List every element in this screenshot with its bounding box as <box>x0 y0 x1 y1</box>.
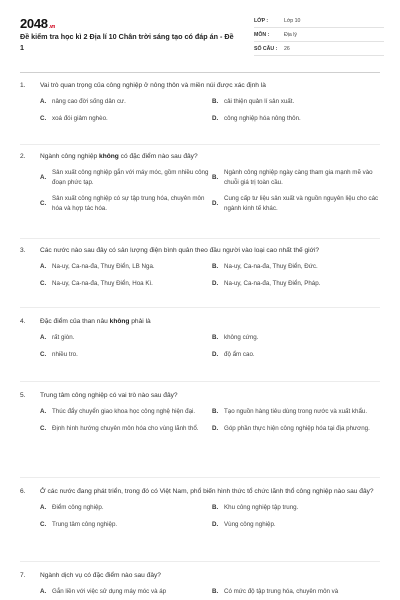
option-text: Gắn liền với việc sử dụng máy móc và áp <box>52 588 167 595</box>
option-c[interactable] <box>40 279 212 289</box>
option-text: Tạo nguồn hàng tiêu dùng trong nước và xuất khẩu. <box>224 408 368 415</box>
question-text-part: Đặc điểm của than nâu <box>40 318 110 325</box>
question-6 <box>20 486 382 529</box>
option-letter: A. <box>40 98 47 105</box>
question-number: 5. <box>20 392 26 399</box>
option-text: Trung tâm công nghiệp. <box>52 520 118 528</box>
options <box>20 97 382 123</box>
option-text: Khu công nghiệp tập trung. <box>224 504 299 511</box>
option-text: rất giòn. <box>52 334 75 341</box>
question-1 <box>20 80 382 123</box>
question-divider <box>20 238 380 239</box>
option-c[interactable] <box>40 350 212 360</box>
question-4 <box>20 316 382 359</box>
question-text-part: Vai trò quan trọng của công nghiệp ở nông thôn và miền núi được xác định là <box>40 82 266 89</box>
question-text <box>20 570 382 581</box>
meta-row-subject <box>254 28 384 42</box>
question-3 <box>20 245 382 288</box>
option-text: Ngành công nghiệp ngày càng tham gia mạnh mẽ vào chuỗi giá trị toàn cầu. <box>224 169 373 186</box>
option-letter: B. <box>212 98 219 105</box>
option-c[interactable] <box>40 520 212 530</box>
option-letter: B. <box>212 334 219 341</box>
question-text-part: Trung tâm công nghiệp có vai trò nào sau đây? <box>40 392 178 399</box>
option-text: Cung cấp tư liệu sản xuất và nguồn nguyên liệu cho các ngành kinh tế khác. <box>224 195 379 212</box>
option-a[interactable] <box>40 168 212 187</box>
option-letter: C. <box>40 279 47 287</box>
option-letter: A. <box>40 334 47 341</box>
question-body <box>40 80 266 91</box>
meta-value: Địa lý <box>284 31 297 38</box>
option-letter: B. <box>212 504 219 511</box>
question-divider <box>20 477 380 478</box>
option-letter: B. <box>212 588 219 595</box>
question-text <box>20 151 382 162</box>
option-letter: C. <box>40 199 47 207</box>
meta-row-count <box>254 42 384 56</box>
option-text: Vùng công nghiệp. <box>224 520 276 528</box>
option-b[interactable] <box>212 168 384 187</box>
question-number: 6. <box>20 488 26 495</box>
option-d[interactable] <box>212 520 384 530</box>
option-text: Sản xuất công nghiệp có sự tập trung hóa, chuyên môn hóa và hợp tác hóa. <box>52 195 205 212</box>
option-a[interactable] <box>40 503 212 513</box>
meta-label: LỚP : <box>254 17 269 24</box>
option-letter: A. <box>40 173 47 181</box>
question-text-emphasis: không <box>99 153 119 160</box>
question-text-part: Ngành công nghiệp <box>40 153 100 160</box>
option-letter: D. <box>212 424 219 432</box>
option-letter: C. <box>40 424 47 432</box>
question-divider <box>20 381 380 382</box>
question-body <box>40 486 374 497</box>
question-divider <box>20 561 380 562</box>
option-letter: D. <box>212 114 219 122</box>
question-text <box>20 486 382 497</box>
question-body <box>40 316 151 327</box>
option-c[interactable] <box>40 114 212 124</box>
question-number: 3. <box>20 247 26 254</box>
option-letter: A. <box>40 504 47 511</box>
question-body <box>40 245 319 256</box>
logo-main: 2048 <box>20 16 48 31</box>
option-letter: B. <box>212 408 219 415</box>
meta-label: SỐ CÂU : <box>254 45 278 52</box>
option-letter: D. <box>212 199 219 207</box>
option-text: công nghiệp hóa nông thôn. <box>224 114 301 122</box>
option-text: Na-uy, Ca-na-đa, Thuỵ Điển, Hoa Kì. <box>52 279 153 287</box>
meta-row-class <box>254 14 384 28</box>
option-letter: B. <box>212 263 219 270</box>
options <box>20 168 382 213</box>
option-b[interactable] <box>212 262 384 272</box>
meta-label: MÔN : <box>254 31 270 38</box>
option-b[interactable] <box>212 587 384 597</box>
option-text: Góp phần thực hiện công nghiệp hóa tại địa phương. <box>224 424 370 432</box>
option-text: Có mức độ tập trung hóa, chuyên môn và <box>224 588 339 595</box>
question-text-emphasis: không <box>109 318 130 325</box>
option-b[interactable] <box>212 333 384 343</box>
option-text: Định hình hướng chuyên môn hóa cho vùng lãnh thổ. <box>52 424 199 432</box>
question-number: 2. <box>20 153 26 160</box>
option-d[interactable] <box>212 424 384 434</box>
question-text-part: có đặc điểm nào sau đây? <box>118 153 198 160</box>
question-text <box>20 245 382 256</box>
options <box>20 587 382 597</box>
option-text: Sản xuất công nghiệp gắn với máy móc, gồm nhiều công đoạn phức tạp. <box>52 169 209 186</box>
option-letter: C. <box>40 114 47 122</box>
option-text: Na-uy, Ca-na-đa, Thuỵ Điển, Pháp. <box>224 279 321 287</box>
option-text: nâng cao đời sống dân cư. <box>52 98 126 105</box>
question-text-part: Ở các nước đang phát triển, trong đó có Việt Nam, phổ biến hình thức tổ chức lãnh thổ công nghiệp nào sau đây? <box>40 488 374 495</box>
question-body <box>40 390 178 401</box>
question-text-part: Các nước nào sau đây có sản lượng điện bình quân theo đầu người vào loại cao nhất thế giới? <box>40 247 320 254</box>
option-text: Điểm công nghiệp. <box>52 504 104 511</box>
option-b[interactable] <box>212 407 384 417</box>
question-divider <box>20 307 380 308</box>
question-text-part: Ngành dịch vụ có đặc điểm nào sau đây? <box>40 572 161 579</box>
option-text: nhiều tro. <box>52 350 78 358</box>
question-text <box>20 80 382 91</box>
option-letter: A. <box>40 263 47 270</box>
question-text-part: phải là <box>129 318 151 325</box>
option-a[interactable] <box>40 407 212 417</box>
meta-value: 26 <box>284 45 290 52</box>
question-number: 1. <box>20 82 26 89</box>
question-number: 4. <box>20 318 26 325</box>
question-7 <box>20 570 382 597</box>
options <box>20 407 382 433</box>
option-d[interactable] <box>212 194 384 213</box>
option-b[interactable] <box>212 503 384 513</box>
option-d[interactable] <box>212 114 384 124</box>
option-letter: D. <box>212 350 219 358</box>
question-number: 7. <box>20 572 26 579</box>
option-letter: D. <box>212 279 219 287</box>
options <box>20 333 382 359</box>
option-letter: B. <box>212 173 219 181</box>
option-letter: D. <box>212 520 219 528</box>
question-body <box>40 151 198 162</box>
option-letter: C. <box>40 350 47 358</box>
option-d[interactable] <box>212 350 384 360</box>
question-text <box>20 316 382 327</box>
option-a[interactable] <box>40 262 212 272</box>
page-header <box>0 0 400 62</box>
option-letter: A. <box>40 588 47 595</box>
option-text: không cứng. <box>224 334 259 341</box>
header-divider <box>20 72 380 73</box>
question-body <box>40 570 161 581</box>
logo-suffix: .vn <box>48 24 56 30</box>
meta-value: Lớp 10 <box>284 17 301 24</box>
exam-title: Đề kiểm tra học kì 2 Địa lí 10 Chân trời sáng tạo có đáp án - Đề 1 <box>20 32 234 52</box>
option-letter: C. <box>40 520 47 528</box>
site-logo[interactable] <box>20 16 55 31</box>
question-divider <box>20 144 380 145</box>
option-text: xoá đói giảm nghèo. <box>52 114 108 122</box>
exam-meta <box>254 14 384 56</box>
option-text: độ ẩm cao. <box>224 350 255 358</box>
option-a[interactable] <box>40 333 212 343</box>
option-a[interactable] <box>40 97 212 107</box>
option-text: cải thiện quản lí sản xuất. <box>224 98 295 105</box>
option-letter: A. <box>40 408 47 415</box>
option-a[interactable] <box>40 587 212 597</box>
question-5 <box>20 390 382 433</box>
option-text: Na-uy, Ca-na-đa, Thuỵ Điển, LB Nga. <box>52 263 155 270</box>
option-text: Na-uy, Ca-na-đa, Thuỵ Điển, Đức. <box>224 263 318 270</box>
option-d[interactable] <box>212 279 384 289</box>
option-b[interactable] <box>212 97 384 107</box>
option-c[interactable] <box>40 194 212 213</box>
question-2 <box>20 151 382 213</box>
options <box>20 262 382 288</box>
options <box>20 503 382 529</box>
option-c[interactable] <box>40 424 212 434</box>
question-text <box>20 390 382 401</box>
option-text: Thúc đẩy chuyển giao khoa học công nghệ hiện đại. <box>52 408 196 415</box>
